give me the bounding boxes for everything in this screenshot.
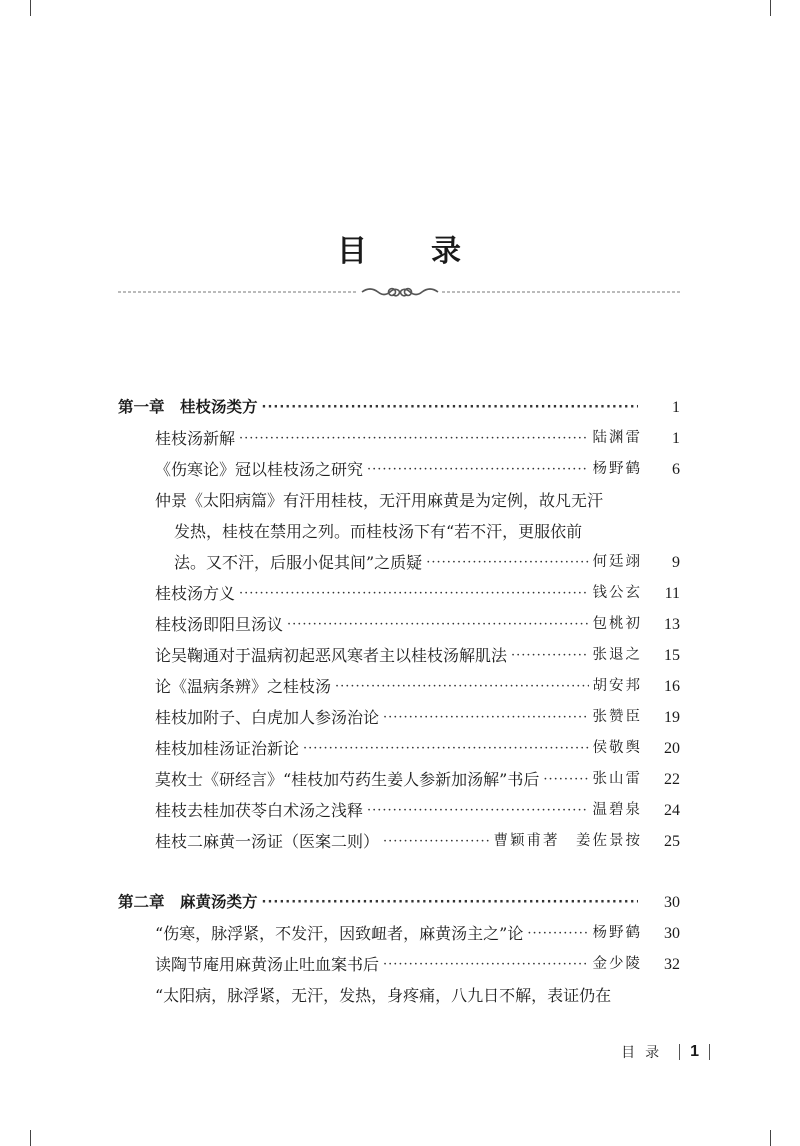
toc-entry-title: 桂枝汤方义 [155, 584, 236, 603]
toc-entry-title: “太阳病，脉浮紧，无汗，发热，身疼痛，八九日不解，表证仍在 [155, 986, 612, 1005]
chapter-1-label: 第一章 桂枝汤类方 [118, 398, 258, 416]
footer-section-label: 目录 [621, 1045, 670, 1061]
footer-divider [679, 1044, 680, 1060]
leader-dots [335, 671, 588, 702]
chapter-2-page: 30 [664, 894, 680, 911]
toc-entry-title: 桂枝汤新解 [155, 429, 236, 448]
toc-entry-title: 莫枚士《研经言》“桂枝加芍药生姜人参新加汤解”书后 [155, 770, 540, 789]
leader-dots [287, 609, 588, 640]
toc-entry-page: 24 [664, 802, 680, 819]
title-char-2: 录 [431, 234, 463, 269]
leader-dots [383, 949, 588, 980]
leader-dots [303, 733, 588, 764]
toc-entry-multiline-start[interactable] [118, 980, 680, 1011]
toc-entry-page: 19 [664, 709, 680, 726]
leader-dots [367, 795, 588, 826]
leader-dots [426, 547, 588, 578]
toc-entry[interactable] [118, 702, 680, 733]
toc-entry-page: 11 [664, 585, 680, 602]
toc-entry-title: 桂枝加桂汤证治新论 [155, 739, 300, 758]
toc-entry-page: 25 [664, 833, 680, 850]
page-footer [621, 1042, 720, 1062]
toc-entry-title: 桂枝二麻黄一汤证（医案二则） [155, 832, 380, 851]
toc-entry-continuation[interactable] [118, 547, 680, 578]
title-ornament-divider [118, 284, 682, 300]
chapter-1-heading[interactable] [118, 392, 680, 423]
toc-entry[interactable] [118, 826, 680, 857]
toc-entry-author: 杨野鹤 [592, 461, 642, 477]
toc-entry[interactable] [118, 454, 680, 485]
toc-entry-page: 15 [664, 647, 680, 664]
footer-divider [709, 1044, 710, 1060]
toc-entry-author: 包桃初 [592, 616, 642, 632]
toc-entry[interactable] [118, 609, 680, 640]
leader-dots [262, 392, 638, 423]
toc-entry-title-continued: 发热，桂枝在禁用之列。而桂枝汤下有“若不汗，更服依前 [174, 522, 583, 541]
toc-entry-page: 30 [664, 925, 680, 942]
toc-entry-title: 桂枝加附子、白虎加人参汤治论 [155, 708, 380, 727]
toc-entry[interactable] [118, 423, 680, 454]
toc-entry-author: 金少陵 [592, 956, 642, 972]
toc-entry[interactable] [118, 795, 680, 826]
crop-mark-bottom-left [30, 1130, 31, 1146]
footer-page-number: 1 [690, 1043, 699, 1060]
toc-entry[interactable] [118, 578, 680, 609]
toc-entry-author: 侯敬舆 [592, 740, 642, 756]
toc-entry-title: 仲景《太阳病篇》有汗用桂枝，无汗用麻黄是为定例，故凡无汗 [155, 491, 604, 510]
toc-entry-multiline-start[interactable] [118, 485, 680, 516]
toc-entry-author: 温碧泉 [592, 802, 642, 818]
toc-entry-page: 22 [664, 771, 680, 788]
toc-entry-title: 论《温病条辨》之桂枝汤 [155, 677, 332, 696]
toc-entry-author: 曹颖甫著 姜佐景按 [493, 833, 642, 849]
toc-entry-title: 论吴鞠通对于温病初起恶风寒者主以桂枝汤解肌法 [155, 646, 508, 665]
crop-mark-top-left [30, 0, 31, 16]
toc-entry-author: 陆渊雷 [592, 430, 642, 446]
leader-dots [239, 423, 588, 454]
crop-mark-bottom-right [770, 1130, 771, 1146]
toc-entry-title: 桂枝去桂加茯苓白术汤之浅释 [155, 801, 364, 820]
toc-entry-author: 胡安邦 [592, 678, 642, 694]
toc-entry[interactable] [118, 671, 680, 702]
leader-dots [383, 826, 489, 857]
leader-dots [511, 640, 588, 671]
toc-entry-page: 9 [672, 554, 680, 571]
toc-entry[interactable] [118, 640, 680, 671]
toc-entry-author: 何廷翊 [592, 554, 642, 570]
toc-entry-author: 钱公玄 [592, 585, 642, 601]
toc-entry-page: 13 [664, 616, 680, 633]
leader-dots [383, 702, 588, 733]
chapter-2-heading[interactable] [118, 887, 680, 918]
crop-mark-top-right [770, 0, 771, 16]
toc-entry-page: 16 [664, 678, 680, 695]
toc-entry-page: 20 [664, 740, 680, 757]
toc-entry-author: 张山雷 [592, 771, 642, 787]
chapter-1-page: 1 [672, 399, 680, 416]
toc-entry-page: 6 [672, 461, 680, 478]
toc-entry-page: 1 [672, 430, 680, 447]
leader-dots [239, 578, 588, 609]
toc-entry-title: 桂枝汤即阳旦汤议 [155, 615, 284, 634]
toc-entry-continuation [118, 516, 680, 547]
toc-entry-author: 杨野鹤 [592, 925, 642, 941]
table-of-contents [118, 392, 680, 1011]
page-title [0, 226, 800, 270]
leader-dots [527, 918, 588, 949]
chapter-2-label: 第二章 麻黄汤类方 [118, 893, 258, 911]
toc-entry[interactable] [118, 918, 680, 949]
toc-entry[interactable] [118, 949, 680, 980]
title-char-1: 目 [337, 234, 369, 269]
toc-entry-author: 张赞臣 [592, 709, 642, 725]
toc-entry-title-continued: 法。又不汗，后服小促其间”之质疑 [174, 553, 423, 572]
toc-entry[interactable] [118, 764, 680, 795]
leader-dots [262, 887, 638, 918]
toc-entry-title: 读陶节庵用麻黄汤止吐血案书后 [155, 955, 380, 974]
toc-entry-title: “伤寒，脉浮紧，不发汗，因致衄者，麻黄汤主之”论 [155, 924, 524, 943]
toc-entry-title: 《伤寒论》冠以桂枝汤之研究 [155, 460, 364, 479]
toc-entry-author: 张退之 [592, 647, 642, 663]
leader-dots [367, 454, 588, 485]
leader-dots [543, 764, 588, 795]
toc-entry-page: 32 [664, 956, 680, 973]
toc-entry[interactable] [118, 733, 680, 764]
